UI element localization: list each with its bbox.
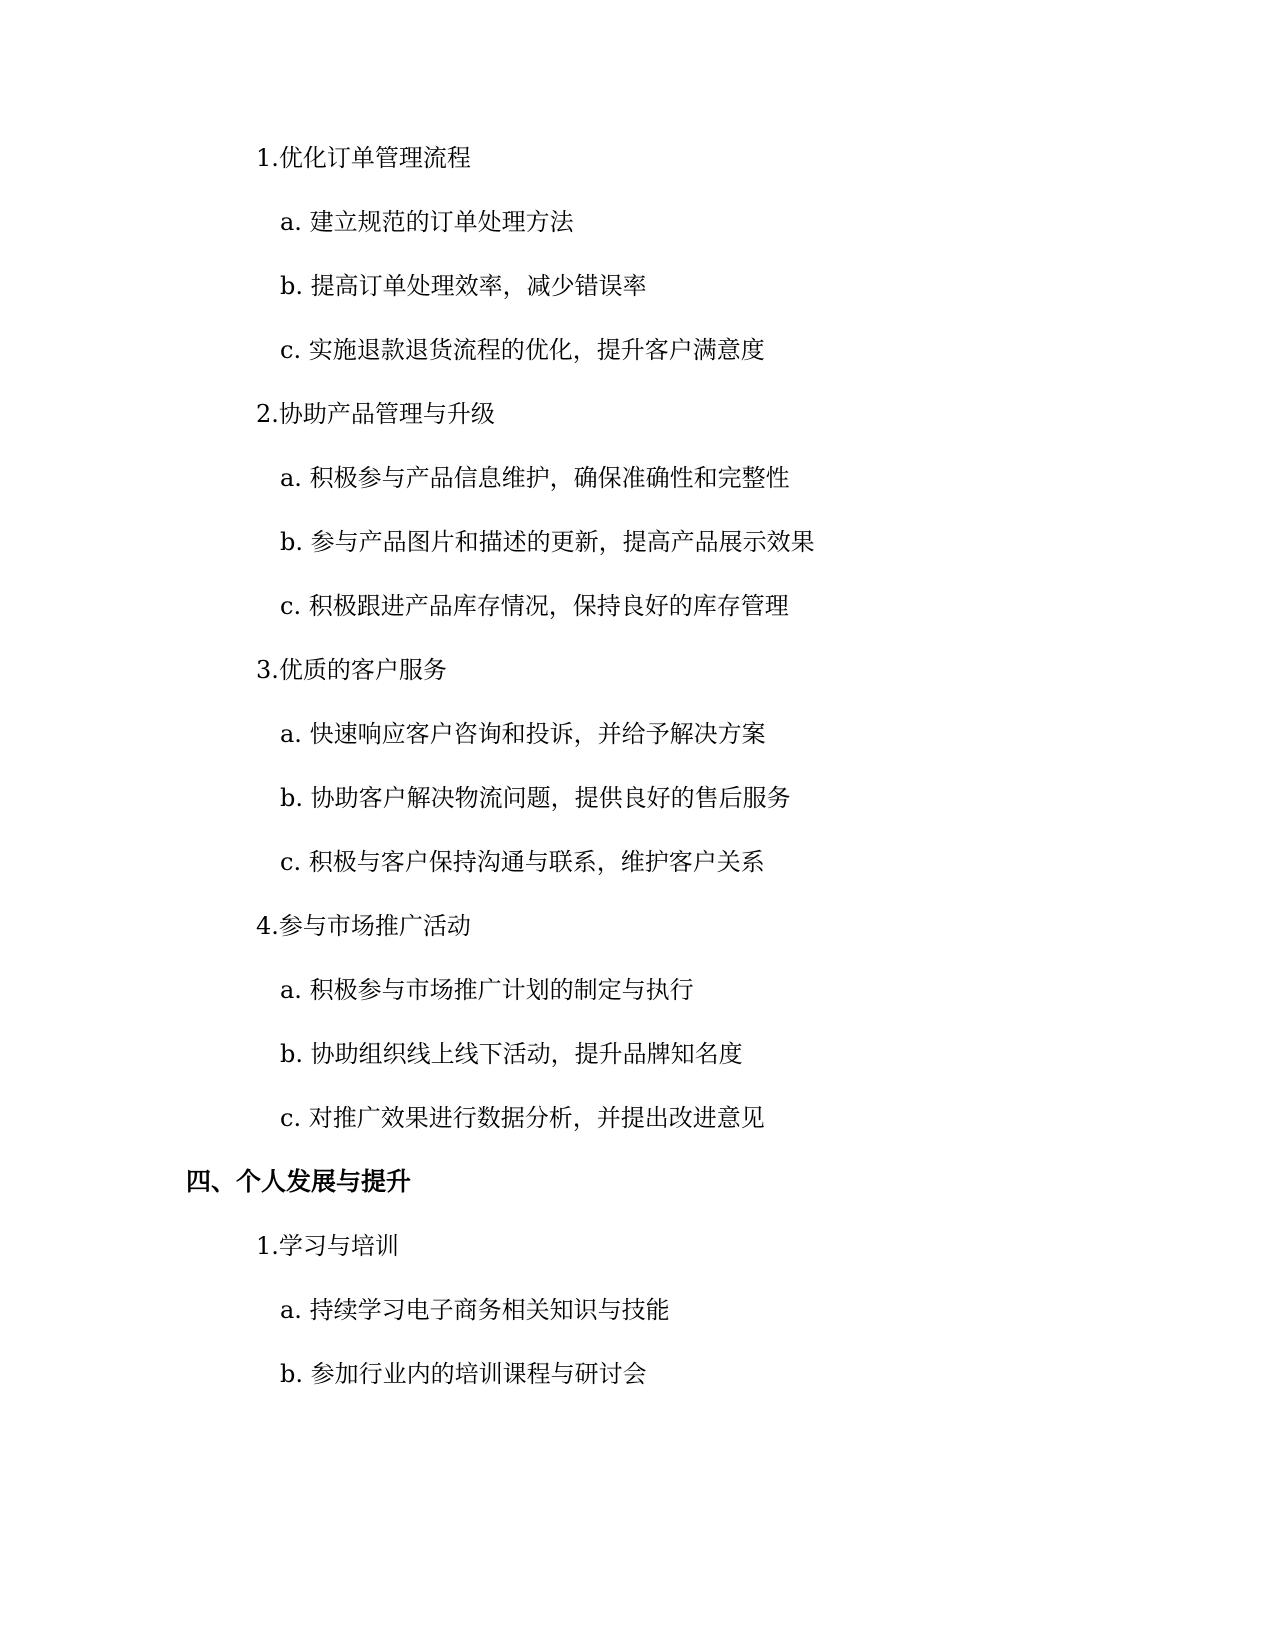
list-subitem: b. 协助客户解决物流问题，提供良好的售后服务 [280,784,791,812]
list-item-title: 4.参与市场推广活动 [256,912,471,940]
list-subitem: a. 建立规范的订单处理方法 [280,208,574,236]
list-subitem: c. 实施退款退货流程的优化，提升客户满意度 [280,336,765,364]
list-subitem: c. 积极跟进产品库存情况，保持良好的库存管理 [280,592,789,620]
list-subitem: b. 提高订单处理效率，减少错误率 [280,272,647,300]
list-subitem: a. 持续学习电子商务相关知识与技能 [280,1296,670,1324]
list-subitem: a. 积极参与产品信息维护，确保准确性和完整性 [280,464,790,492]
list-item-title: 3.优质的客户服务 [256,656,447,684]
list-subitem: c. 对推广效果进行数据分析，并提出改进意见 [280,1104,765,1132]
list-subitem: b. 协助组织线上线下活动，提升品牌知名度 [280,1040,743,1068]
section-heading: 四、个人发展与提升 [186,1167,412,1196]
list-subitem: b. 参与产品图片和描述的更新，提高产品展示效果 [280,528,815,556]
list-subitem: c. 积极与客户保持沟通与联系，维护客户关系 [280,848,765,876]
list-item-title: 1.优化订单管理流程 [256,144,471,172]
list-subitem: a. 积极参与市场推广计划的制定与执行 [280,976,694,1004]
list-item-title: 2.协助产品管理与升级 [256,400,495,428]
list-item-title: 1.学习与培训 [256,1232,399,1260]
list-subitem: b. 参加行业内的培训课程与研讨会 [280,1360,647,1388]
list-subitem: a. 快速响应客户咨询和投诉，并给予解决方案 [280,720,766,748]
